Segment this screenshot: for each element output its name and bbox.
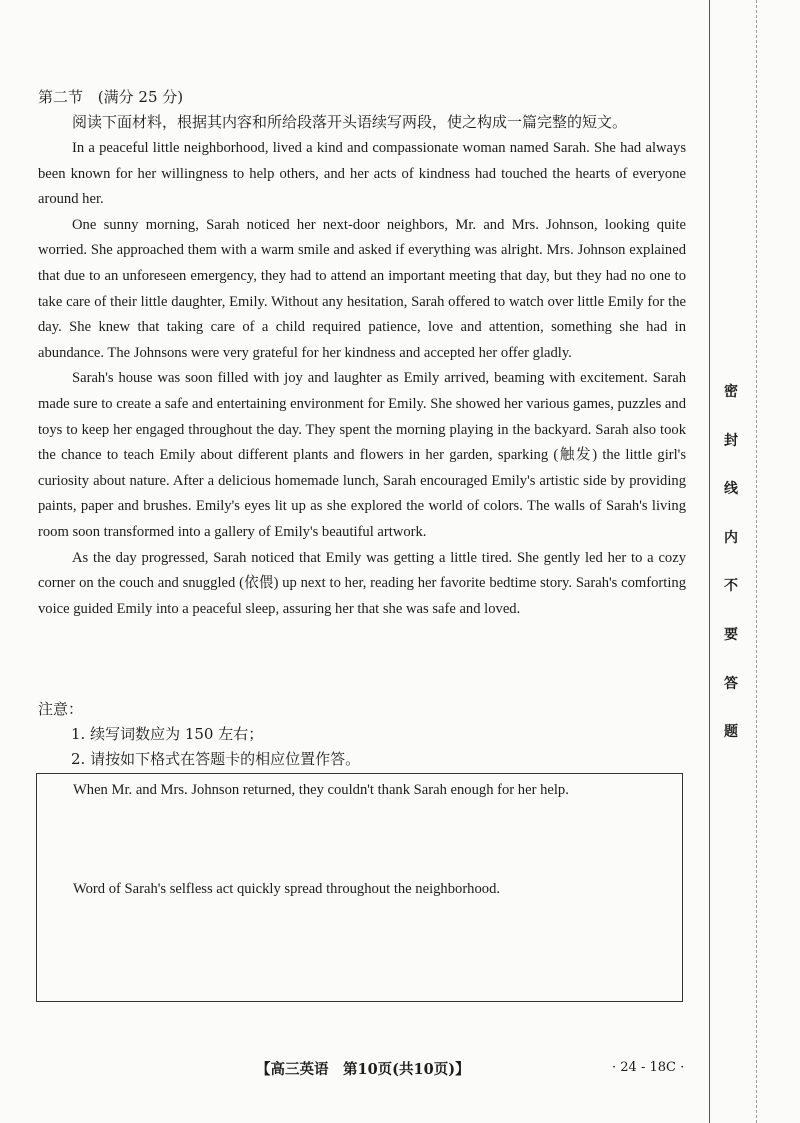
passage-paragraph-4: As the day progressed, Sarah noticed that Emily was getting a little tired. She gently led her to a cozy corner on the couch and snuggled (依偎) up next to her, reading her favorite bedtime story. Sarah's comforting voice guided Emily into a peaceful sleep, assuring her that she was safe and loved.: [38, 549, 686, 617]
seal-char: 题: [724, 724, 738, 741]
notes-section: [38, 697, 678, 772]
paragraph-opening-2: Word of Sarah's selfless act quickly spread throughout the neighborhood.: [73, 881, 501, 897]
seal-char: 不: [724, 578, 738, 595]
seal-char: 封: [724, 432, 738, 449]
seal-char: 答: [724, 675, 738, 692]
seal-char: 线: [724, 481, 738, 498]
passage-paragraph-1: In a peaceful little neighborhood, lived a kind and compassionate woman named Sarah. She had always been known for her willingness to help others, and her acts of kindness had touched the hearts of everyone around her.: [38, 140, 686, 208]
answer-box: [36, 773, 683, 1002]
note-item-word-count: 1. 续写词数应为 150 左右；: [71, 725, 264, 743]
seal-char: 密: [724, 384, 738, 400]
seal-char: 内: [724, 529, 738, 546]
task-instruction: 阅读下面材料，根据其内容和所给段落开头语续写两段，使之构成一篇完整的短文。: [72, 113, 628, 131]
seal-char: 要: [724, 626, 738, 643]
note-item-answer-format: 2. 请按如下格式在答题卡的相应位置作答。: [71, 750, 361, 768]
section-score: (满分 25 分): [97, 88, 184, 106]
notes-title: 注意：: [38, 700, 84, 718]
section-heading: [38, 86, 193, 107]
binding-margin-line: [709, 0, 710, 1123]
binding-margin-dashed-line: [756, 0, 757, 1123]
sealed-line-warning: [716, 382, 746, 771]
paper-code: · 24 - 18C ·: [612, 1060, 685, 1075]
passage-paragraph-3: Sarah's house was soon filled with joy and laughter as Emily arrived, beaming with excitement. Sarah made sure to create a safe and entertaining environment for Emily. She showed her various games, puzzles and toys to keep her engaged throughout the day. They spent the morning playing in the backyard. Sarah also took the chance to teach Emily about different plants and flowers in her garden, sparking (触发) the little girl's curiosity about nature. After a delicious homemade lunch, Sarah encouraged Emily's artistic side by providing paints, paper and brushes. Emily's eyes lit up as she explored the world of colors. The walls of Sarah's living room soon transformed into a gallery of Emily's beautiful artwork.: [38, 370, 686, 540]
reading-passage: [38, 136, 686, 622]
page-footer-label: 【高三英语 第10页(共10页)】: [256, 1061, 470, 1078]
passage-paragraph-2: One sunny morning, Sarah noticed her next-door neighbors, Mr. and Mrs. Johnson, looking quite worried. She approached them with a warm smile and asked if everything was alright. Mrs. Johnson explained that due to an unforeseen emergency, they had to attend an important meeting that day, but they had no one to take care of their little daughter, Emily. Without any hesitation, Sarah offered to watch over little Emily for the day. She knew that taking care of a child required patience, love and attention, something she had in abundance. The Johnsons were very grateful for her kindness and accepted her offer gladly.: [38, 216, 686, 361]
paragraph-opening-1: When Mr. and Mrs. Johnson returned, they couldn't thank Sarah enough for her help.: [73, 782, 569, 798]
section-number: 第二节: [38, 88, 84, 106]
